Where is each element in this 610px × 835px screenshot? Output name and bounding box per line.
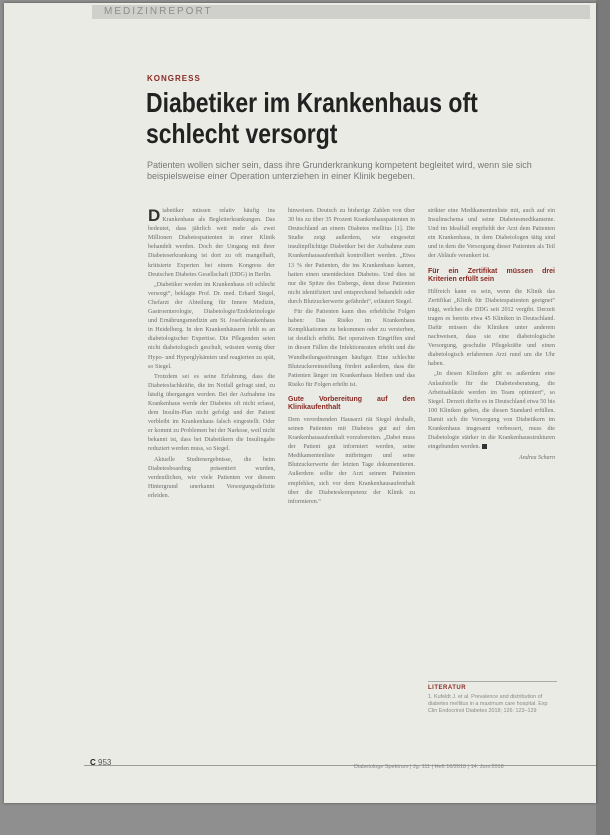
paragraph: „In diesen Kliniken gibt es außerdem eine Anlaufstelle für die Diabetesberatung, die Arbeitsabläufe werden im Team optimiert“, so Siegel. Derzeit dürfte es in Deutschland etwa 50 bis 100 Kliniken geben, die diesen Standard erfüllen. Damit sich die Versorgung von Diabetikern im Krankenhaus insgesamt verbessert, muss die Diabetologie stärker in die Krankenhausstrukturen eingebunden werden.: [428, 371, 555, 451]
end-mark-icon: [482, 444, 487, 449]
article-column-2: [288, 207, 415, 749]
article-headline: Diabetiker im Krankenhaus oft schlecht versorgt: [146, 87, 478, 149]
magazine-page: [4, 3, 596, 803]
paragraph: Trotzdem sei es seine Erfahrung, dass die Diabetesfachkräfte, die im Notfall gefragt sind, zu häufig übergangen werden. Bei der Aufnahme ins Krankenhaus werde der Diabetes oft nicht erfasst, dem Insulin-Plan nicht gefolgt und der Patient verbleibt im Krankenhaus falsch eingestellt. Oder er kommt zu Problemen bei der Narkose, weil nicht bekannt ist, dass bei Diabetikern die Insulingabe reduziert werden muss, so Siegel.: [148, 373, 275, 453]
paragraph: „Diabetiker werden im Krankenhaus oft schlecht versorgt“, beklagte Prof. Dr. med. Erhard Siegel, Chefarzt der Abteilung für Innere Medizin, Gastroenterologie, Diabetologie/Endokrinologie und Ernährungsmedizin am St. Josefskrankenhaus in Heidelberg. In den Krankenhäusern fehlt es an diabetologischer Expertise. Die Pflegenden seien nicht diabetologisch geschult, wüssten wenig über Hypo- und Hyperglykämien und reagierten zu spät, so Siegel.: [148, 281, 275, 370]
subheading: Gute Vorbereitung auf den Klinikaufenthalt: [288, 395, 415, 412]
section-label: MEDIZINREPORT: [104, 6, 213, 17]
literature-text: 1. Kufeldt J. et al. Prevalence and distribution of diabetes mellitus in a maximum care hospital. Exp Clin Endocrinol Diabetes 2018; 126: 123–129: [428, 694, 548, 714]
drop-cap: D: [148, 206, 161, 225]
article-lede: Patienten wollen sicher sein, dass ihre Grunderkrankung kompetent begleitet wird, wenn sie sich beispielsweise einer Operation unterziehen in einer Klinik begeben.: [147, 160, 532, 181]
subheading: Für ein Zertifikat müssen drei Kriterien erfüllt sein: [428, 267, 555, 284]
paragraph: Diabetiker müssen relativ häufig ins Krankenhaus als Begleiterkrankungen. Das bedeutet, dass jährlich weit mehr als zwei Millionen Diabetespatienten in einer Klinik behandelt werden. Doch der Umgang mit ihrer Diabeteserkrankung ist dort zu oft mangelhaft, kritisierte Experten bei einem Kongress der Deutschen Diabetes Gesellschaft (DDG) in Berlin.: [148, 206, 275, 278]
paragraph: hinweisen. Deutsch zu bisherige Zahlen von über 30 bis zu über 35 Prozent Krankenhauspatienten in Deutschland an einem Diabetes mellitus [1]. Die Studie zeigt außerdem, wie eingesetzt insulinpflichtige Diabetiker bei der Aufnahme zum Krankenhausaufenthalt kontrolliert werden. „Etwa 13 % der Patienten, die ins Krankenhaus kamen, hatten einen unentdeckten Diabetes. Und dies ist nur die Spitze des Eisbergs, denn diese Patienten nicht identifiziert und entsprechend behandelt oder durch Blutzuckerwerte gefährdet“, erläutert Siegel.: [288, 208, 415, 305]
paragraph: Aktuelle Studienergebnisse, die beim Diabetesboarding präsentiert wurden, verdeutlichen, wie viele Patienten vor diesem Hintergrund unerkannt Versorgungsdefizite erleiden.: [148, 456, 275, 499]
paragraph: Hilfreich kann es sein, wenn die Klinik das Zertifikat „Klinik für Diabetespatienten geeignet“ trägt, welches die DDG seit 2012 vergibt. Derzeit tragen es bereits etwa 45 Kliniken in Deutschland. Dafür müssen die Kliniken unter anderem nachweisen, dass sie eine diabetologische Versorgung, geschulte Pflegekräfte und einen diabetologisch erfahrenen Arzt rund um die Uhr haben.: [428, 288, 555, 368]
paragraph: Dem verordnenden Hausarzt rät Siegel deshalb, seinen Patienten mit Diabetes gut auf den Krankenhausaufenthalt vorzubereiten. „Dabei muss der Patient gut informiert werden, seine Medikamentenliste mitbringen und seine Blutzuckerwerte der letzten Tage dokumentieren. Außerdem sollte der Arzt seinem Patienten empfehlen, sich vor dem Krankenhausaufenthalt über die Diabeteskompetenz der Klinik zu informieren.“: [288, 416, 415, 505]
paragraph: Für die Patienten kann dies erhebliche Folgen haben: Das Risiko im Krankenhaus Komplikationen zu bekommen oder zu versterben, ist deutlich erhöht. Bei operativen Eingriffen sind in diesen Fällen die Infektionsraten erhöht und die Wundheilungsstörungen häufiger. Eine schlechte Blutzuckereinstellung fördert außerdem, dass die Patienten länger im Krankenhaus bleiben und das Risiko für Folgen erhöht ist.: [288, 309, 415, 388]
footer-source: Diabetologe Spektrum | Jg. 111 | Heft 16/2018 | 14. Juni 2018: [354, 764, 504, 770]
article-column-3: [428, 207, 555, 749]
article-kicker: KONGRESS: [147, 74, 201, 83]
paragraph: strikter eine Medikamentenliste mit, auch auf ein Insulinschema und seine Diabetesmedikamente. Und im Idealfall empfiehlt der Arzt dem Patienten ein Krankenhaus, in dem Diabetologen tätig sind und in dem die Versorgung dieser Patienten als Teil der Abläufe verankert ist.: [428, 208, 555, 260]
literature-heading: LITERATUR: [428, 685, 467, 691]
article-column-1: [148, 207, 275, 749]
footer-rule: [84, 765, 596, 766]
author-byline: Andrea Scharn: [519, 455, 555, 462]
page-number: C 953: [90, 758, 112, 767]
literature-box: [428, 681, 557, 715]
scan-edge: [596, 0, 610, 835]
